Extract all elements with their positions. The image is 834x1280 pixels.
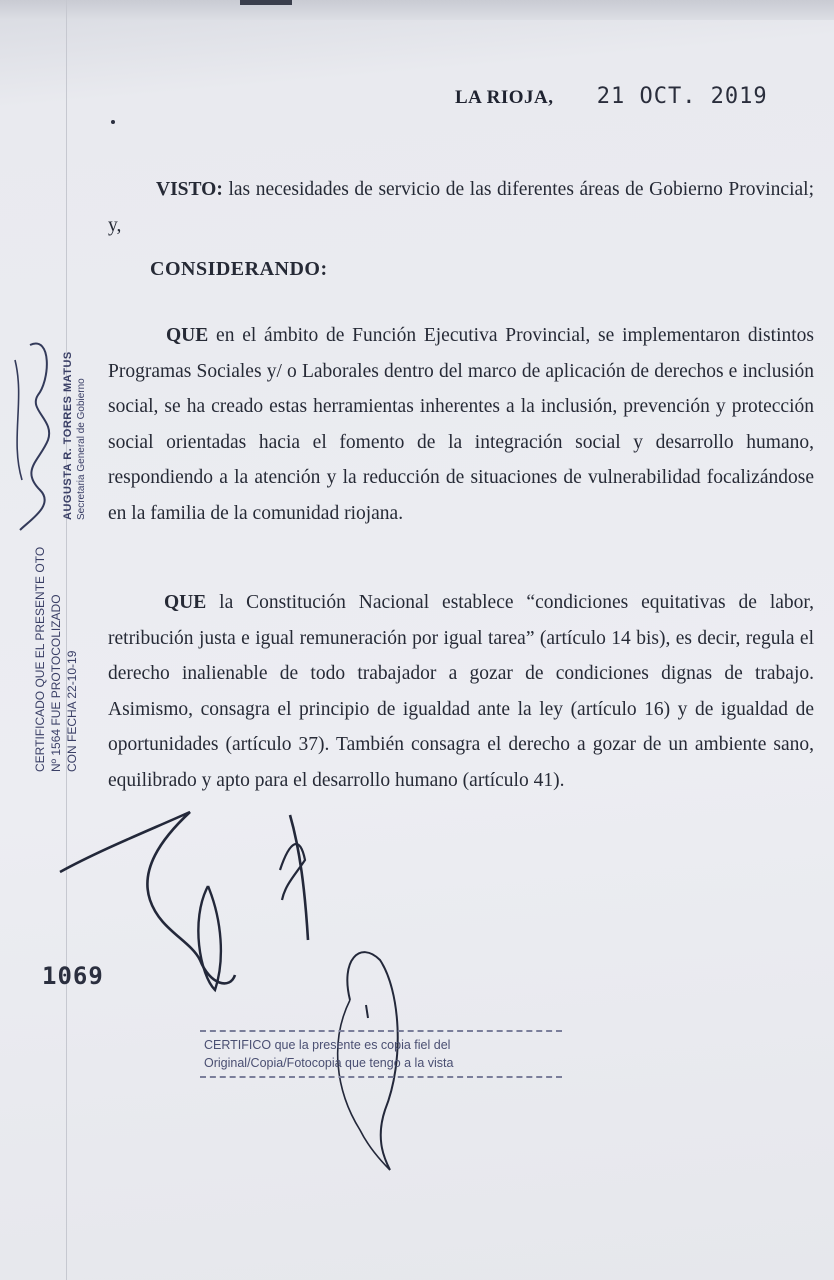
considerando-heading: CONSIDERANDO:: [150, 258, 328, 280]
certify-stamp: [200, 1030, 562, 1078]
que1-text: en el ámbito de Función Ejecutiva Provincial, se implementaron distintos Programas Sociales y/ o Laborales dentro del marco de aplicación de derechos e inclusión social, se ha creado estas herramientas inherentes a la inclusión, prevención y protección social orientadas hacia el fomento de la integración social y desarrollo humano, respondiendo a la atención y la reducción de situaciones de vulnerabilidad focalizándose en la familia de la comunidad riojana.: [108, 325, 814, 524]
certify-stamp-line1: CERTIFICO que la presente es copia fiel del: [204, 1038, 451, 1052]
que2-label: QUE: [164, 592, 207, 613]
certify-stamp-line2: Original/Copia/Fotocopia que tengo a la vista: [204, 1056, 454, 1070]
official-name: AUGUSTA R. TORRES MATUS: [62, 351, 74, 520]
protocol-stamp-line3: CON FECHA 22-10-19: [65, 650, 79, 772]
document-number: 1069: [42, 962, 104, 990]
protocol-stamp-line2: Nº 1564 FUE PROTOCOLIZADO: [49, 594, 63, 772]
place: LA RIOJA,: [455, 87, 554, 108]
visto-label: VISTO:: [156, 179, 223, 200]
que2-text: la Constitución Nacional establece “condiciones equitativas de labor, retribución justa e igual remuneración por igual tarea” (artículo 14 bis), es decir, regula el derecho inalienable de todo trabajador a gozar de condiciones dignas de trabajo. Asimismo, consagra el principio de igualdad ante la ley (artículo 16) y de igualdad de oportunidades (artículo 37). También consagra el derecho a gozar de un ambiente sano, equilibrado y apto para el desarrollo humano (artículo 41).: [108, 592, 814, 791]
que1-label: QUE: [166, 325, 209, 346]
visto-text: las necesidades de servicio de las diferentes áreas de Gobierno Provincial; y,: [108, 179, 814, 236]
official-role: Secretaria General de Gobierno: [76, 378, 87, 520]
protocol-stamp-line1: CERTIFICADO QUE EL PRESENTE OTO: [33, 546, 47, 772]
date-stamp: 21 OCT. 2019: [596, 84, 768, 109]
